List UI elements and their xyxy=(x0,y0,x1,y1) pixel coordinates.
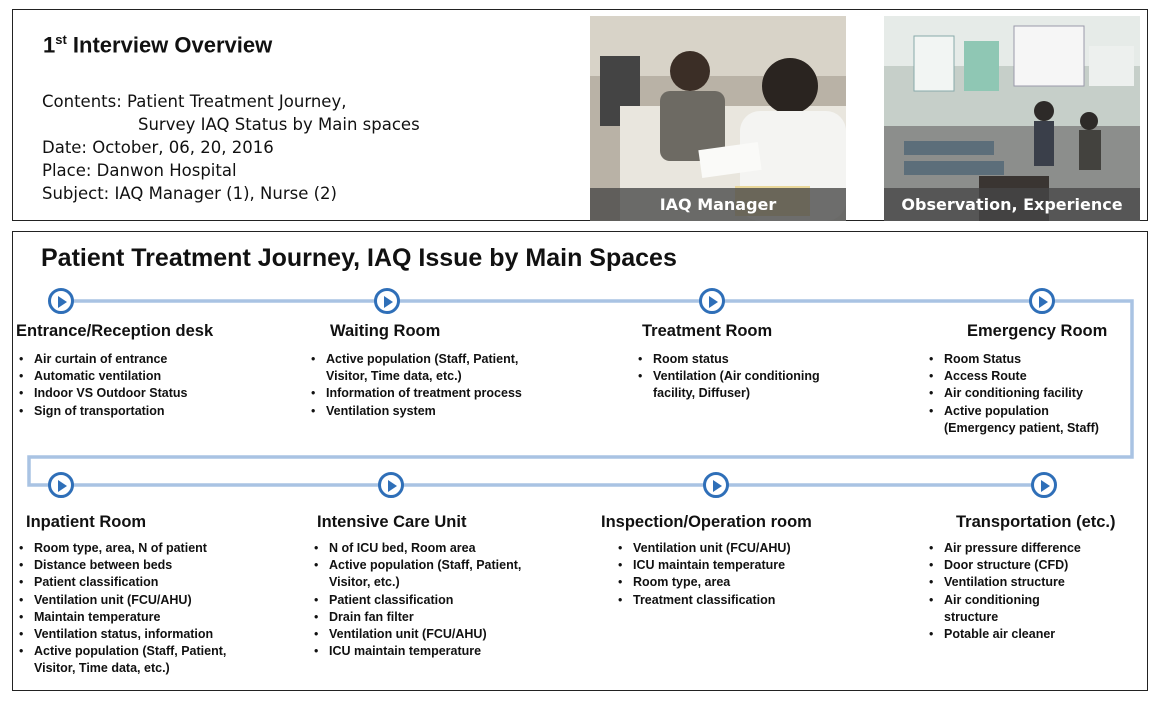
list-item: • Ventilation structure xyxy=(928,574,1081,591)
list-item: • Treatment classification xyxy=(617,592,791,609)
play-circle-icon xyxy=(374,288,400,314)
list-item: facility, Diffuser) xyxy=(653,386,751,401)
play-circle-icon xyxy=(378,472,404,498)
list-item: • Room type, area xyxy=(617,574,791,591)
list-item: • Maintain temperature xyxy=(18,609,226,626)
play-circle-icon xyxy=(699,288,725,314)
play-circle-icon xyxy=(703,472,729,498)
list-item: • Room status xyxy=(637,351,820,368)
section-list-treatment-room xyxy=(637,351,820,403)
list-item: structure xyxy=(944,609,999,624)
play-circle-icon xyxy=(1029,288,1055,314)
overview-title: 1st Interview Overview xyxy=(43,32,273,58)
list-item: • Patient classification xyxy=(18,574,226,591)
section-list-emergency-room xyxy=(928,351,1099,437)
overview-contents-line-2: Survey IAQ Status by Main spaces xyxy=(138,115,420,134)
section-list-intensive-care-unit xyxy=(313,540,521,660)
section-list-inspection-operation-room xyxy=(617,540,791,609)
list-item: • Patient classification xyxy=(313,592,521,609)
section-list-waiting-room xyxy=(310,351,522,420)
list-item: • Ventilation system xyxy=(310,403,522,420)
list-item: • Air conditioning xyxy=(928,592,1081,609)
list-item: • Room Status xyxy=(928,351,1099,368)
section-title-inspection-operation-room: Inspection/Operation room xyxy=(601,513,812,531)
play-circle-icon xyxy=(1031,472,1057,498)
list-item: • Room type, area, N of patient xyxy=(18,540,226,557)
journey-panel xyxy=(12,231,1148,691)
observation-caption: Observation, Experience xyxy=(884,188,1140,221)
list-item: • Indoor VS Outdoor Status xyxy=(18,385,187,402)
list-item: • Potable air cleaner xyxy=(928,626,1081,643)
list-item: • ICU maintain temperature xyxy=(313,643,521,660)
list-item: • ICU maintain temperature xyxy=(617,557,791,574)
list-item: • Door structure (CFD) xyxy=(928,557,1081,574)
section-title-emergency-room: Emergency Room xyxy=(967,322,1108,340)
list-item: • Ventilation unit (FCU/AHU) xyxy=(313,626,521,643)
section-list-inpatient-room xyxy=(18,540,226,678)
iaq-manager-caption: IAQ Manager xyxy=(590,188,846,221)
overview-subject-line: Subject: IAQ Manager (1), Nurse (2) xyxy=(42,184,337,203)
section-title-entrance: Entrance/Reception desk xyxy=(16,322,214,340)
list-item: • Automatic ventilation xyxy=(18,368,187,385)
overview-details xyxy=(42,90,420,205)
list-item: • Active population xyxy=(928,403,1099,420)
list-item: Visitor, Time data, etc.) xyxy=(34,661,170,676)
play-circle-icon xyxy=(48,472,74,498)
list-item: Visitor, etc.) xyxy=(329,575,400,590)
section-list-entrance xyxy=(18,351,187,420)
list-item: • Active population (Staff, Patient, xyxy=(313,557,521,574)
interview-overview-panel xyxy=(12,9,1148,221)
list-item: • Air curtain of entrance xyxy=(18,351,187,368)
section-title-waiting-room: Waiting Room xyxy=(330,322,441,340)
list-item: • Access Route xyxy=(928,368,1099,385)
list-item: • Ventilation unit (FCU/AHU) xyxy=(617,540,791,557)
list-item: • N of ICU bed, Room area xyxy=(313,540,521,557)
list-item: • Distance between beds xyxy=(18,557,226,574)
list-item: (Emergency patient, Staff) xyxy=(944,420,1099,435)
list-item: • Active population (Staff, Patient, xyxy=(18,643,226,660)
play-circle-icon xyxy=(48,288,74,314)
overview-contents-line: Contents: Patient Treatment Journey, xyxy=(42,92,347,111)
list-item: • Air conditioning facility xyxy=(928,385,1099,402)
section-title-inpatient-room: Inpatient Room xyxy=(26,513,147,531)
list-item: • Sign of transportation xyxy=(18,403,187,420)
section-title-treatment-room: Treatment Room xyxy=(642,322,773,340)
list-item: Visitor, Time data, etc.) xyxy=(326,369,462,384)
list-item: • Ventilation (Air conditioning xyxy=(637,368,820,385)
list-item: • Active population (Staff, Patient, xyxy=(310,351,522,368)
list-item: • Information of treatment process xyxy=(310,385,522,402)
section-title-intensive-care-unit: Intensive Care Unit xyxy=(317,513,467,531)
overview-place-line: Place: Danwon Hospital xyxy=(42,161,237,180)
list-item: • Ventilation status, information xyxy=(18,626,226,643)
list-item: • Ventilation unit (FCU/AHU) xyxy=(18,592,226,609)
overview-date-line: Date: October, 06, 20, 2016 xyxy=(42,138,274,157)
journey-title: Patient Treatment Journey, IAQ Issue by Main Spaces xyxy=(41,244,677,272)
iaq-manager-photo xyxy=(590,16,846,221)
section-title-transportation: Transportation (etc.) xyxy=(956,513,1116,531)
section-list-transportation xyxy=(928,540,1081,643)
observation-photo xyxy=(884,16,1140,221)
list-item: • Air pressure difference xyxy=(928,540,1081,557)
list-item: • Drain fan filter xyxy=(313,609,521,626)
